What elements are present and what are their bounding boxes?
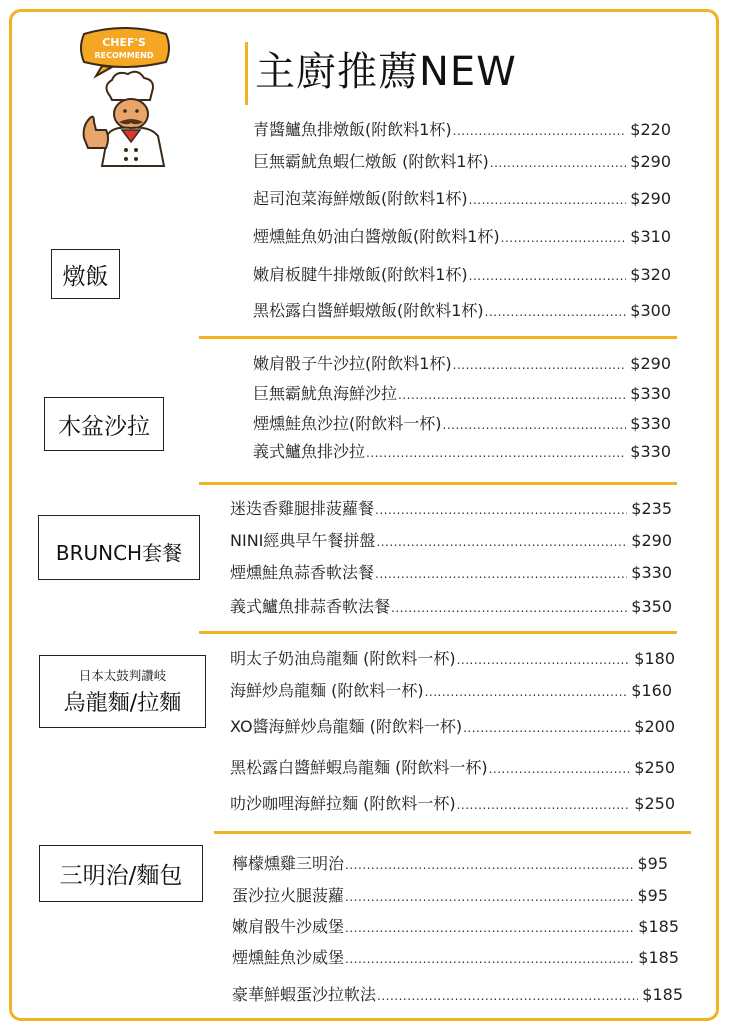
- menu-item: [230, 648, 675, 671]
- dot-leader: [463, 717, 630, 739]
- item-price: $185: [638, 917, 679, 936]
- badge-line2: RECOMMEND: [94, 51, 154, 60]
- item-name: XO醬海鮮炒烏龍麵 (附飲料一杯): [230, 717, 463, 736]
- menu-item: [230, 530, 672, 553]
- item-price: $290: [630, 189, 671, 208]
- item-name: 檸檬燻雞三明治: [232, 854, 345, 873]
- item-name: 叻沙咖哩海鮮拉麵 (附飲料一杯): [230, 794, 456, 813]
- menu-item: [232, 947, 679, 970]
- section-divider: [199, 336, 677, 339]
- category-label: BRUNCH套餐: [55, 541, 183, 565]
- dot-leader: [490, 152, 627, 174]
- item-name: 黑松露白醬鮮蝦烏龍麵 (附飲料一杯): [230, 758, 488, 777]
- item-name: 迷迭香雞腿排菠蘿餐: [230, 499, 375, 518]
- item-name: 煙燻鮭魚沙拉(附飲料一杯): [253, 414, 442, 433]
- item-price: $250: [634, 794, 675, 813]
- item-price: $250: [634, 758, 675, 777]
- item-name: 青醬鱸魚排燉飯(附飲料1杯): [253, 120, 452, 139]
- menu-item: [253, 226, 671, 249]
- item-price: $290: [631, 531, 672, 550]
- category-salad: [44, 397, 164, 451]
- item-price: $95: [637, 886, 668, 905]
- item-price: $310: [630, 227, 671, 246]
- dot-leader: [377, 985, 638, 1007]
- menu-item: [253, 441, 671, 464]
- menu-item: [253, 300, 671, 323]
- item-name: 蛋沙拉火腿菠蘿: [232, 886, 345, 905]
- menu-item: [253, 353, 671, 376]
- item-price: $200: [634, 717, 675, 736]
- item-name: 嫩肩骰子牛沙拉(附飲料1杯): [253, 354, 452, 373]
- dot-leader: [485, 301, 627, 323]
- item-price: $300: [630, 301, 671, 320]
- dot-leader: [489, 758, 631, 780]
- dot-leader: [391, 597, 627, 619]
- item-name: 豪華鮮蝦蛋沙拉軟法: [232, 985, 377, 1004]
- item-price: $180: [634, 649, 675, 668]
- menu-item: [230, 793, 675, 816]
- category-sandwich: [39, 845, 203, 902]
- menu-item: [232, 984, 683, 1007]
- page-title: 主廚推薦NEW: [255, 49, 517, 95]
- dot-leader: [376, 531, 627, 553]
- item-name: NINI經典早午餐拼盤: [230, 531, 376, 550]
- item-price: $290: [630, 152, 671, 171]
- item-name: 海鮮炒烏龍麵 (附飲料一杯): [230, 681, 424, 700]
- dot-leader: [443, 414, 627, 436]
- item-name: 煙燻鮭魚奶油白醬燉飯(附飲料1杯): [253, 227, 500, 246]
- dot-leader: [345, 917, 634, 939]
- menu-item: [253, 383, 671, 406]
- dot-leader: [425, 681, 628, 703]
- category-noodle: [39, 655, 206, 728]
- menu-item: [232, 853, 668, 876]
- item-price: $235: [631, 499, 672, 518]
- menu-item: [232, 916, 679, 939]
- item-name: 嫩肩板腱牛排燉飯(附飲料1杯): [253, 265, 468, 284]
- dot-leader: [453, 120, 627, 142]
- item-price: $320: [630, 265, 671, 284]
- item-name: 煙燻鮭魚蒜香軟法餐: [230, 563, 375, 582]
- category-label: 三明治/麵包: [59, 863, 183, 889]
- dot-leader: [453, 354, 627, 376]
- item-price: $290: [630, 354, 671, 373]
- item-price: $160: [631, 681, 672, 700]
- category-label: 燉飯: [62, 263, 109, 290]
- category-brunch: [38, 515, 200, 580]
- dot-leader: [366, 442, 626, 464]
- category-sublabel: 日本太鼓判讚岐: [78, 668, 167, 683]
- item-price: $330: [631, 563, 672, 582]
- item-name: 煙燻鮭魚沙威堡: [232, 948, 345, 967]
- dot-leader: [375, 499, 627, 521]
- dot-leader: [457, 649, 631, 671]
- menu-item: [253, 151, 671, 174]
- category-risotto: [51, 249, 120, 299]
- item-name: 義式鱸魚排沙拉: [253, 442, 366, 461]
- item-name: 巨無霸魷魚蝦仁燉飯 (附飲料1杯): [253, 152, 489, 171]
- item-price: $185: [638, 948, 679, 967]
- dot-leader: [501, 227, 627, 249]
- item-name: 黑松露白醬鮮蝦燉飯(附飲料1杯): [253, 301, 484, 320]
- dot-leader: [345, 854, 633, 876]
- menu-item: [230, 596, 672, 619]
- dot-leader: [398, 384, 626, 406]
- category-label: 木盆沙拉: [58, 413, 150, 440]
- menu-item: [253, 413, 671, 436]
- item-name: 嫩肩骰牛沙威堡: [232, 917, 345, 936]
- title-accent-bar: [245, 42, 248, 105]
- item-price: $330: [630, 442, 671, 461]
- dot-leader: [345, 948, 634, 970]
- category-label: 烏龍麵/拉麵: [63, 691, 182, 716]
- item-name: 起司泡菜海鮮燉飯(附飲料1杯): [253, 189, 468, 208]
- dot-leader: [469, 189, 627, 211]
- item-price: $95: [637, 854, 668, 873]
- menu-item: [230, 716, 675, 739]
- item-name: 明太子奶油烏龍麵 (附飲料一杯): [230, 649, 456, 668]
- item-price: $330: [630, 414, 671, 433]
- item-price: $185: [642, 985, 683, 1004]
- dot-leader: [345, 886, 633, 908]
- item-price: $330: [630, 384, 671, 403]
- item-name: 巨無霸魷魚海鮮沙拉: [253, 384, 398, 403]
- badge-line1: CHEF'S: [102, 36, 146, 49]
- item-price: $220: [630, 120, 671, 139]
- menu-item: [230, 498, 672, 521]
- menu-item: [232, 885, 668, 908]
- section-divider: [214, 831, 691, 834]
- menu-item: [253, 119, 671, 142]
- menu-item: [230, 757, 675, 780]
- menu-item: [230, 680, 672, 703]
- dot-leader: [457, 794, 631, 816]
- dot-leader: [469, 265, 627, 287]
- dot-leader: [375, 563, 627, 585]
- menu-item: [253, 188, 671, 211]
- item-price: $350: [631, 597, 672, 616]
- chef-icon: [72, 26, 176, 172]
- section-divider: [199, 631, 677, 634]
- menu-item: [230, 562, 672, 585]
- menu-item: [253, 264, 671, 287]
- item-name: 義式鱸魚排蒜香軟法餐: [230, 597, 391, 616]
- section-divider: [199, 482, 677, 485]
